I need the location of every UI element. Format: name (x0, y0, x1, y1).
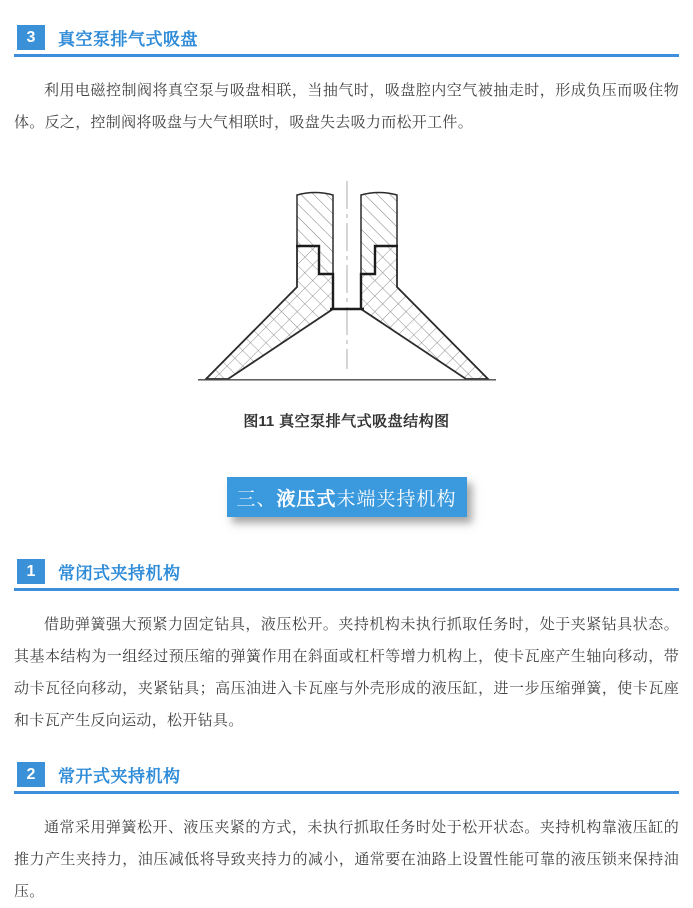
section-vacuum-pump-suction-cup (14, 25, 679, 139)
figure-caption-title: 真空泵排气式吸盘结构图 (279, 413, 450, 430)
section-divider (14, 791, 679, 794)
section-normally-closed-clamp (14, 559, 679, 737)
chapter-banner-emphasis: 液压式 (276, 488, 337, 510)
suction-cup-cross-section-diagram (196, 179, 498, 391)
section-divider (14, 588, 679, 591)
section-paragraph: 通常采用弹簧松开、液压夹紧的方式，未执行抓取任务时处于松开状态。夹持机构靠液压缸的推力产生夹持力，油压减低将导致夹持力的减小，通常要在油路上设置性能可靠的液压锁来保持油压。 (14, 819, 679, 900)
cup-body-left (206, 246, 333, 379)
figure-caption-number: 图11 (243, 413, 275, 430)
figure-suction-cup (14, 179, 679, 431)
section-header (14, 762, 679, 787)
section-title: 常开式夹持机构 (58, 767, 181, 786)
section-divider (14, 54, 679, 57)
cup-body-right (361, 246, 488, 379)
section-title: 常闭式夹持机构 (58, 564, 181, 583)
chapter-banner-container (14, 477, 679, 517)
section-header (14, 559, 679, 584)
section-number-badge: 1 (17, 559, 45, 584)
section-number-badge: 2 (17, 762, 45, 787)
section-paragraph: 借助弹簧强大预紧力固定钻具，液压松开。夹持机构未执行抓取任务时，处于夹紧钻具状态。其基本结构为一组经过预压缩的弹簧作用在斜面或杠杆等增力机构上，使卡瓦座产生轴向移动，带动卡瓦径向移动，夹紧钻具；高压油进入卡瓦座与外壳形成的液压缸，进一步压缩弹簧，使卡瓦座和卡瓦产生反向运动，松开钻具。 (14, 616, 679, 729)
section-title: 真空泵排气式吸盘 (58, 30, 198, 49)
section-normally-open-clamp (14, 762, 679, 908)
section-paragraph: 利用电磁控制阀将真空泵与吸盘相联，当抽气时，吸盘腔内空气被抽走时，形成负压而吸住物体。反之，控制阀将吸盘与大气相联时，吸盘失去吸力而松开工件。 (14, 82, 679, 131)
section-header (14, 25, 679, 50)
chapter-banner-rest: 末端夹持机构 (336, 488, 457, 510)
chapter-banner-prefix: 三、 (236, 488, 277, 510)
figure-caption (14, 410, 679, 431)
chapter-banner (227, 477, 467, 517)
section-number-badge: 3 (17, 25, 45, 50)
